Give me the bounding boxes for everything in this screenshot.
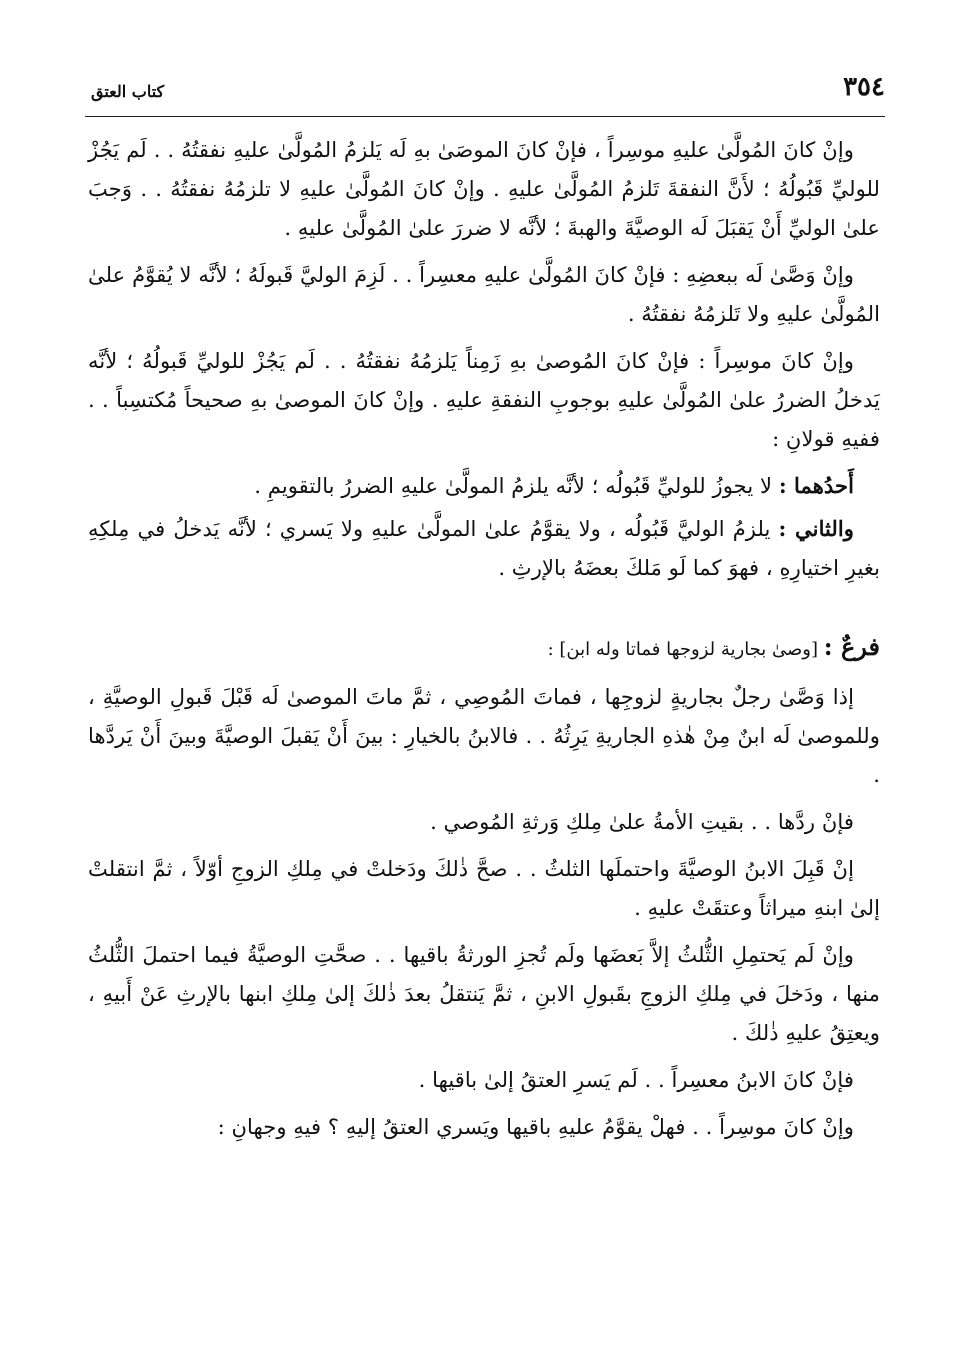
paragraph: إذا وَصَّىٰ رجلٌ بجاريةٍ لزوجِها ، فماتَ المُوصِي ، ثمَّ ماتَ الموصىٰ لَه قَبْلَ قَبولِ الوصيَّةِ ، وللموصىٰ لَه ابنٌ مِنْ هٰذهِ الجاريةِ يَرِثُهُ . . فالابنُ بالخيارِ : بينَ أَنْ يَقبلَ الوصيَّةَ وبينَ أَنْ يَردَّها . xyxy=(88,684,880,787)
body-text xyxy=(88,130,880,1154)
opinion-text: يلزمُ الوليَّ قَبُولُه ، ولا يقوَّمُ علىٰ المولَّىٰ عليهِ ولا يَسري ؛ لأنَّه يَدخلُ في مِلكِهِ بغيرِ اختيارِهِ ، فهوَ كما لَو مَلكَ بعضَهُ بالإرثِ . xyxy=(88,516,880,580)
paragraph: فإنْ كانَ الابنُ معسِراً . . لَم يَسرِ العتقُ إلىٰ باقيها . xyxy=(418,1067,854,1092)
opinion-text: لا يجوزُ للوليِّ قَبُولُه ؛ لأنَّه يلزمُ المولَّىٰ عليهِ الضررُ بالتقويمِ . xyxy=(254,473,779,498)
paragraph: وإنْ كانَ موسِراً : فإنْ كانَ المُوصىٰ بهِ زَمِناً يَلزمُهُ نفقتُهُ . . لَم يَجُزْ للوليِّ قَبولُهُ ؛ لأنَّه يَدخلُ الضررُ علىٰ المُولَّىٰ عليهِ بوجوبِ النفقةِ عليهِ . وإنْ كانَ الموصىٰ بهِ صحيحاً مُكتسِباً . . ففيهِ قولانِ : xyxy=(88,348,880,451)
running-title: كتاب العتق xyxy=(91,82,165,101)
branch-heading xyxy=(88,627,880,669)
paragraph: وإنْ وَصَّىٰ لَه ببعضِهِ : فإنْ كانَ المُولَّىٰ عليهِ معسِراً . . لَزِمَ الوليَّ قَبولَهُ ؛ لأنَّه لا يُقوَّمُ علىٰ المُولَّىٰ عليهِ ولا تَلزمُهُ نفقتُهُ . xyxy=(88,262,880,326)
header-rule xyxy=(85,116,885,117)
paragraph: وإنْ كانَ المُولَّىٰ عليهِ موسِراً ، فإنْ كانَ الموصَىٰ بهِ لَه يَلزمُ المُولَّىٰ عليهِ نفقتُهُ . . لَم يَجُزْ للوليِّ قَبُولُهُ ؛ لأَنَّ النفقةَ تَلزمُ المُولَّىٰ عليهِ . وإنْ كانَ المُولَّىٰ عليهِ لا تلزمُهُ نفقتُهُ . . وَجبَ علىٰ الوليِّ أَنْ يَقبَلَ لَه الوصيَّةَ والهبةَ ؛ لأنَّه لا ضررَ علىٰ المُولَّىٰ عليهِ . xyxy=(88,137,880,240)
branch-title: [وصىٰ بجارية لزوجها فماتا وله ابن] : xyxy=(547,639,824,660)
paragraph: وإنْ كانَ موسِراً . . فهلْ يقوَّمُ عليهِ باقيها ويَسري العتقُ إليهِ ؟ فيهِ وجهانِ : xyxy=(217,1114,854,1139)
paragraph: وإنْ لَم يَحتمِلِ الثُّلثُ إلاَّ بَعضَها ولَم تُجزِ الورثةُ باقيها . . صحَّتِ الوصيَّةُ فيما احتملَ الثُّلثُ منها ، ودَخلَ في مِلكِ الزوجِ بقَبولِ الابنِ ، ثمَّ يَنتقلُ بعدَ ذٰلكَ إلىٰ مِلكِ ابنها بالإرثِ عَنْ أَبيهِ ، ويعتِقُ عليهِ ذٰلكَ . xyxy=(88,942,880,1045)
opinion-paragraph xyxy=(88,509,880,587)
opinion-lead: والثاني : xyxy=(778,516,854,541)
paragraph: فإنْ ردَّها . . بقيتِ الأمةُ علىٰ مِلكِ وَرثةِ المُوصي . xyxy=(430,809,854,834)
opinion-paragraph xyxy=(88,466,880,505)
opinion-lead: أَحدُهما : xyxy=(778,473,854,498)
page-number: ٣٥٤ xyxy=(843,72,885,102)
page-header xyxy=(85,70,885,110)
branch-label: فرعٌ : xyxy=(823,632,880,661)
paragraph: إنْ قَبِلَ الابنُ الوصيَّةَ واحتملَها الثلثُ . . صحَّ ذٰلكَ ودَخلتْ في مِلكِ الزوجِ أوّلاً ، ثمَّ انتقلتْ إلىٰ ابنهِ ميراثاً وعتقَتْ عليهِ . xyxy=(88,856,880,920)
